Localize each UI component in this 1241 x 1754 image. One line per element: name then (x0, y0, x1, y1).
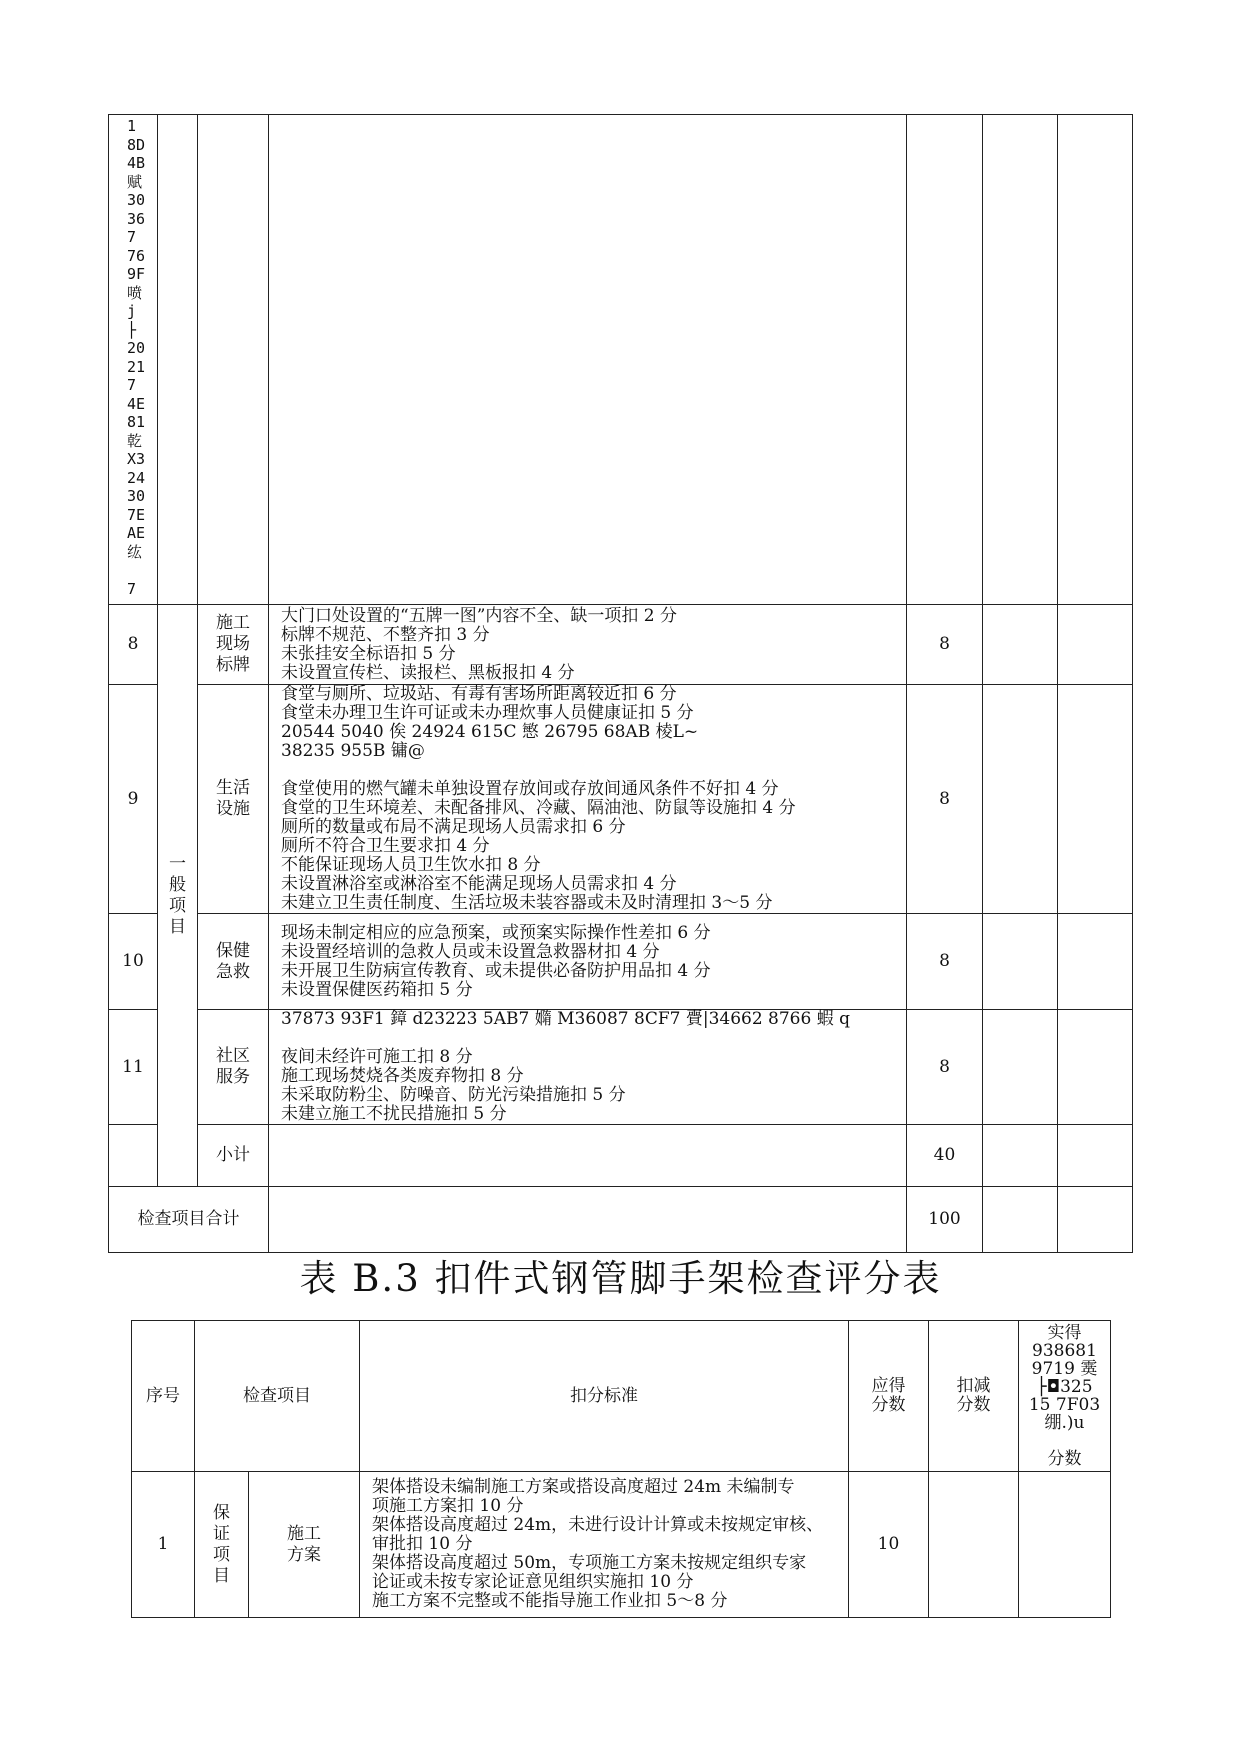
empty-cell (983, 1187, 1058, 1253)
actual-score-cell (1058, 1010, 1133, 1125)
total-score: 100 (907, 1187, 983, 1253)
empty-cell (269, 1125, 907, 1187)
deduct-score-cell (983, 685, 1058, 914)
table-row (132, 1472, 1111, 1618)
empty-cell (907, 115, 983, 605)
empty-cell (983, 115, 1058, 605)
empty-cell (1058, 115, 1133, 605)
header-deduct-score: 扣减 分数 (929, 1321, 1019, 1472)
empty-cell (983, 1125, 1058, 1187)
empty-cell (158, 115, 198, 605)
empty-cell (1058, 1125, 1133, 1187)
empty-cell (269, 115, 907, 605)
due-score: 10 (849, 1472, 929, 1618)
actual-score-cell (1058, 914, 1133, 1010)
total-label: 检查项目合计 (109, 1187, 269, 1253)
deduction-criteria: 架体搭设未编制施工方案或搭设高度超过 24m 未编制专 项施工方案扣 10 分 架体搭设高度超过 24m，未进行设计计算或未按规定审核、 审批扣 10 分 架体搭设高度超过 50m，专项施工方案未按规定组织专家 论证或未按专家论证意见组织实施扣 10 分 施工方案不完整或不能指导施工作业扣 5～8 分 (360, 1472, 849, 1618)
garbled-seq-cell: 1 8D 4B 赋 30 36 7 76 9F 喷 j ├ 20 21 7 4E 81 乾 X3 24 30 7E AE 纮 7 (109, 115, 158, 605)
check-item: 社区 服务 (198, 1010, 269, 1125)
check-item: 施工 方案 (249, 1472, 360, 1618)
table-header-row (132, 1321, 1111, 1472)
group-label: 一 般 项 目 (158, 605, 198, 1187)
empty-cell (198, 115, 269, 605)
subtotal-row (109, 1125, 1133, 1187)
empty-cell (109, 1125, 158, 1187)
deduct-score-cell (983, 1010, 1058, 1125)
deduct-score-cell (983, 914, 1058, 1010)
due-score: 8 (907, 1010, 983, 1125)
row-seq: 10 (109, 914, 158, 1010)
table-row (109, 1010, 1133, 1125)
deduct-score-cell (983, 605, 1058, 685)
deduction-criteria: 37873 93F1 鏱 d23223 5AB7 嫷 M36087 8CF7 賷|34662 8766 蝦 q 夜间未经许可施工扣 8 分 施工现场焚烧各类废弃物扣 8 分 未采取防粉尘、防噪音、防光污染措施扣 5 分 未建立施工不扰民措施扣 5 分 (269, 1010, 907, 1125)
row-seq: 8 (109, 605, 158, 685)
header-due-score: 应得 分数 (849, 1321, 929, 1472)
check-item: 生活 设施 (198, 685, 269, 914)
deduction-criteria: 食堂与厕所、垃圾站、有毒有害场所距离较近扣 6 分 食堂未办理卫生许可证或未办理炊事人员健康证扣 5 分 20544 5040 俟 24924 615C 慜 26795 68AB 棱L~ 38235 955B 镛@ 食堂使用的燃气罐未单独设置存放间或存放间通风条件不好扣 4 分 食堂的卫生环境差、未配备排风、冷藏、隔油池、防鼠等设施扣 4 分 厕所的数量或布局不满足现场人员需求扣 6 分 厕所不符合卫生要求扣 4 分 不能保证现场人员卫生饮水扣 8 分 未设置淋浴室或淋浴室不能满足现场人员需求扣 4 分 未建立卫生责任制度、生活垃圾未装容器或未及时清理扣 3～5 分 (269, 685, 907, 914)
header-seq: 序号 (132, 1321, 195, 1472)
subtotal-label: 小计 (198, 1125, 269, 1187)
due-score: 8 (907, 605, 983, 685)
row-seq: 1 (132, 1472, 195, 1618)
actual-score-cell (1058, 685, 1133, 914)
row-seq: 9 (109, 685, 158, 914)
table-row (109, 115, 1133, 605)
due-score: 8 (907, 914, 983, 1010)
row-seq: 11 (109, 1010, 158, 1125)
check-item: 施工 现场 标牌 (198, 605, 269, 685)
group-label: 保 证 项 目 (195, 1472, 249, 1618)
deduction-criteria: 现场未制定相应的应急预案，或预案实际操作性差扣 6 分 未设置经培训的急救人员或未设置急救器材扣 4 分 未开展卫生防病宣传教育、或未提供必备防护用品扣 4 分 未设置保健医药箱扣 5 分 (269, 914, 907, 1010)
scaffold-scoring-table (131, 1320, 1111, 1618)
table-row (109, 605, 1133, 685)
deduction-criteria: 大门口处设置的“五牌一图”内容不全、缺一项扣 2 分 标牌不规范、不整齐扣 3 分 未张挂安全标语扣 5 分 未设置宣传栏、读报栏、黑板报扣 4 分 (269, 605, 907, 685)
header-criteria: 扣分标准 (360, 1321, 849, 1472)
table-title: 表 B.3 扣件式钢管脚手架检查评分表 (299, 1257, 942, 1300)
total-row (109, 1187, 1133, 1253)
empty-cell (1058, 1187, 1133, 1253)
deduct-score-cell (929, 1472, 1019, 1618)
due-score: 8 (907, 685, 983, 914)
actual-score-cell (1058, 605, 1133, 685)
empty-cell (269, 1187, 907, 1253)
header-actual-score: 实得 938681 9719 霙 ├◘325 15 7F03 绷.)u 分数 (1019, 1321, 1111, 1472)
actual-score-cell (1019, 1472, 1111, 1618)
table-row (109, 685, 1133, 914)
check-item: 保健 急救 (198, 914, 269, 1010)
header-item: 检查项目 (195, 1321, 360, 1472)
subtotal-score: 40 (907, 1125, 983, 1187)
table-row (109, 914, 1133, 1010)
scoring-table-continued (108, 114, 1133, 1253)
